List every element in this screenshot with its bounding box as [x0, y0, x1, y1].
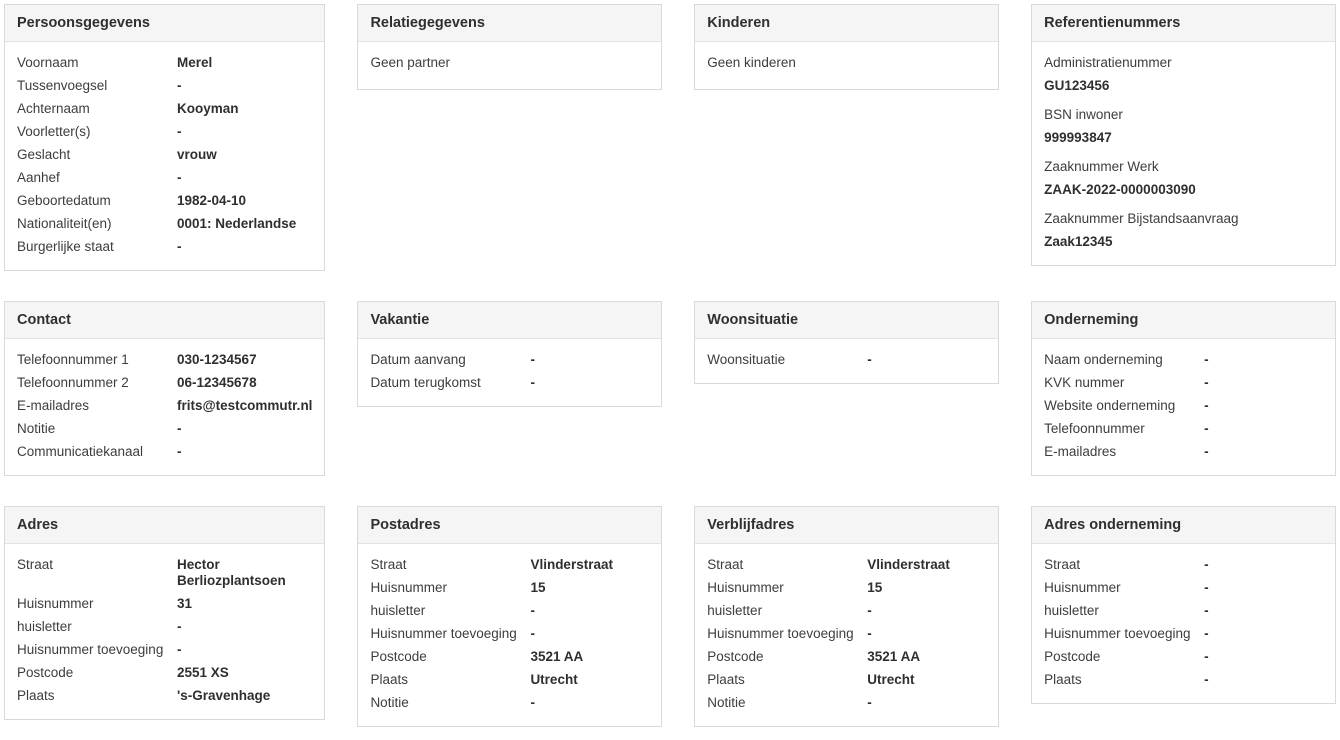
field-label: Plaats: [17, 687, 55, 703]
field-row: [17, 212, 312, 235]
field-row: [707, 576, 986, 599]
field-value: 06-12345678: [177, 374, 257, 390]
card-referentienummers: [1031, 4, 1336, 266]
field-value: ZAAK-2022-0000003090: [1044, 181, 1196, 197]
field-row: [370, 668, 649, 691]
field-row: [17, 143, 312, 166]
field-row: [17, 417, 312, 440]
field-label: E-mailadres: [17, 397, 90, 413]
card-body: [5, 42, 324, 270]
field-label: Woonsituatie: [707, 351, 786, 367]
field-value: Zaak12345: [1044, 233, 1113, 249]
field-label: Notitie: [370, 694, 409, 710]
field-row: [17, 120, 312, 143]
field-label: Zaaknummer Werk: [1044, 158, 1159, 174]
field-label: Straat: [1044, 556, 1081, 572]
field-label: Plaats: [707, 671, 745, 687]
field-label: Postcode: [1044, 648, 1101, 664]
field-row: [707, 553, 986, 576]
field-row: [707, 645, 986, 668]
card-body: [1032, 339, 1335, 475]
field-value: 15: [530, 579, 546, 595]
field-label: BSN inwoner: [1044, 106, 1123, 122]
field-value: 31: [177, 595, 193, 611]
field-group: [1044, 103, 1323, 149]
field-value: -: [530, 694, 535, 710]
field-value: -: [530, 602, 535, 618]
field-label: Telefoonnummer: [1044, 420, 1145, 436]
field-label: huisletter: [17, 618, 72, 634]
field-value: frits@testcommutr.nl: [177, 397, 313, 413]
field-label: Tussenvoegsel: [17, 77, 108, 93]
field-label: Notitie: [17, 420, 56, 436]
field-row: [1044, 645, 1323, 668]
field-value: Hector Berliozplantsoen: [177, 556, 286, 588]
card-body: [695, 42, 998, 89]
field-row: [1044, 553, 1323, 576]
field-value: -: [867, 602, 872, 618]
empty-state-text: Geen partner: [370, 55, 450, 70]
field-row: [707, 348, 986, 371]
field-value: -: [177, 169, 182, 185]
field-value: -: [1204, 579, 1209, 595]
field-value: Vlinderstraat: [530, 556, 613, 572]
card-vakantie: [357, 301, 662, 407]
field-row: [17, 592, 312, 615]
card-title: Referentienummers: [1044, 15, 1181, 31]
field-label: E-mailadres: [1044, 443, 1117, 459]
field-label: Website onderneming: [1044, 397, 1176, 413]
field-label: Geboortedatum: [17, 192, 111, 208]
card-title: Postadres: [370, 517, 441, 533]
field-row: [17, 615, 312, 638]
card-header: [5, 507, 324, 544]
card-title: Verblijfadres: [707, 517, 795, 533]
field-value: vrouw: [177, 146, 217, 162]
card-header: [358, 302, 661, 339]
field-value: 030-1234567: [177, 351, 257, 367]
field-value: GU123456: [1044, 77, 1110, 93]
field-value: -: [177, 641, 182, 657]
card-title: Persoonsgegevens: [17, 15, 150, 31]
field-group: [1044, 51, 1323, 97]
field-value: -: [177, 77, 182, 93]
field-row: [707, 599, 986, 622]
card-title: Adres: [17, 517, 59, 533]
field-label: Burgerlijke staat: [17, 238, 114, 254]
field-value: -: [867, 694, 872, 710]
field-value: -: [530, 374, 535, 390]
card-header: [1032, 302, 1335, 339]
card-persoonsgegevens: [4, 4, 325, 271]
card-relatiegegevens: [357, 4, 662, 90]
card-body: [5, 544, 324, 719]
card-header: [358, 507, 661, 544]
field-row: [707, 622, 986, 645]
card-title: Relatiegegevens: [370, 15, 485, 31]
field-label: Straat: [17, 556, 54, 572]
field-value: -: [530, 625, 535, 641]
field-value: -: [530, 351, 535, 367]
field-row: [17, 440, 312, 463]
field-row: [17, 348, 312, 371]
card-body: [358, 339, 661, 406]
field-row: [1044, 348, 1323, 371]
field-row: [370, 645, 649, 668]
field-row: [370, 576, 649, 599]
field-value: 3521 AA: [530, 648, 584, 664]
field-value: -: [1204, 397, 1209, 413]
field-label: Huisnummer: [707, 579, 784, 595]
field-label: huisletter: [370, 602, 426, 618]
field-row: [17, 166, 312, 189]
field-value: -: [1204, 351, 1209, 367]
card-header: [695, 302, 998, 339]
card-kinderen: [694, 4, 999, 90]
field-value: Merel: [177, 54, 213, 70]
field-label: Telefoonnummer 1: [17, 351, 129, 367]
card-adres: [4, 506, 325, 720]
field-row: [17, 74, 312, 97]
card-header: [695, 5, 998, 42]
field-value: 1982-04-10: [177, 192, 247, 208]
card-body: [695, 339, 998, 383]
field-row: [17, 371, 312, 394]
card-title: Woonsituatie: [707, 312, 799, 328]
field-row: [370, 599, 649, 622]
card-adres-onderneming: [1031, 506, 1336, 704]
field-row: [17, 661, 312, 684]
card-verblijfadres: [694, 506, 999, 727]
card-title: Contact: [17, 312, 71, 328]
empty-state-text: Geen kinderen: [707, 55, 796, 70]
field-row: [17, 394, 312, 417]
field-value: 15: [867, 579, 883, 595]
card-body: [5, 339, 324, 475]
card-postadres: [357, 506, 662, 727]
field-label: Geslacht: [17, 146, 71, 162]
field-value: 3521 AA: [867, 648, 921, 664]
field-value: 0001: Nederlandse: [177, 215, 297, 231]
card-title: Kinderen: [707, 15, 771, 31]
field-row: [17, 51, 312, 74]
card-header: [1032, 5, 1335, 42]
field-row: [370, 622, 649, 645]
field-value: 999993847: [1044, 129, 1112, 145]
field-row: [1044, 417, 1323, 440]
field-value: -: [177, 618, 182, 634]
field-row: [370, 348, 649, 371]
field-value: -: [1204, 648, 1209, 664]
field-row: [17, 638, 312, 661]
field-group: [1044, 207, 1323, 253]
field-label: Aanhef: [17, 169, 60, 185]
field-value: -: [1204, 671, 1209, 687]
field-row: [1044, 599, 1323, 622]
card-contact: [4, 301, 325, 476]
field-label: Huisnummer toevoeging: [17, 641, 164, 657]
cards-grid: [4, 4, 1336, 727]
field-value: -: [177, 420, 182, 436]
card-title: Onderneming: [1044, 312, 1139, 328]
field-label: Postcode: [370, 648, 427, 664]
field-label: Zaaknummer Bijstandsaanvraag: [1044, 210, 1239, 226]
field-label: Huisnummer: [1044, 579, 1121, 595]
field-label: huisletter: [707, 602, 763, 618]
field-label: Huisnummer: [370, 579, 447, 595]
field-label: Straat: [370, 556, 407, 572]
field-row: [17, 553, 312, 592]
card-body: [1032, 544, 1335, 703]
card-header: [695, 507, 998, 544]
field-value: -: [1204, 374, 1209, 390]
field-label: Datum aanvang: [370, 351, 466, 367]
field-row: [370, 371, 649, 394]
field-label: Huisnummer toevoeging: [707, 625, 854, 641]
field-label: Nationaliteit(en): [17, 215, 112, 231]
field-value: -: [1204, 556, 1209, 572]
field-row: [17, 189, 312, 212]
card-header: [358, 5, 661, 42]
card-header: [1032, 507, 1335, 544]
field-label: huisletter: [1044, 602, 1099, 618]
field-label: Datum terugkomst: [370, 374, 481, 390]
field-label: Notitie: [707, 694, 746, 710]
card-title: Adres onderneming: [1044, 517, 1182, 533]
card-body: [358, 42, 661, 89]
field-label: Huisnummer: [17, 595, 94, 611]
field-row: [1044, 622, 1323, 645]
field-row: [1044, 440, 1323, 463]
field-label: Plaats: [370, 671, 408, 687]
field-row: [370, 691, 649, 714]
field-label: Postcode: [17, 664, 74, 680]
field-label: Voornaam: [17, 54, 79, 70]
field-label: Straat: [707, 556, 744, 572]
field-row: [707, 691, 986, 714]
field-label: Postcode: [707, 648, 764, 664]
field-label: Plaats: [1044, 671, 1082, 687]
field-value: -: [177, 123, 182, 139]
field-row: [1044, 668, 1323, 691]
field-label: Achternaam: [17, 100, 90, 116]
field-label: Huisnummer toevoeging: [370, 625, 517, 641]
field-label: KVK nummer: [1044, 374, 1125, 390]
field-row: [1044, 371, 1323, 394]
field-label: Voorletter(s): [17, 123, 91, 139]
card-woonsituatie: [694, 301, 999, 384]
field-value: 's-Gravenhage: [177, 687, 271, 703]
field-value: 2551 XS: [177, 664, 229, 680]
field-value: Utrecht: [867, 671, 915, 687]
card-body: [695, 544, 998, 726]
card-header: [5, 302, 324, 339]
field-value: Kooyman: [177, 100, 239, 116]
field-value: -: [867, 625, 872, 641]
field-value: -: [1204, 443, 1209, 459]
field-row: [17, 97, 312, 120]
field-value: -: [1204, 420, 1209, 436]
field-group: [1044, 155, 1323, 201]
card-body: [358, 544, 661, 726]
field-row: [1044, 394, 1323, 417]
field-value: -: [1204, 625, 1209, 641]
field-row: [370, 553, 649, 576]
field-label: Naam onderneming: [1044, 351, 1163, 367]
field-value: -: [867, 351, 872, 367]
card-title: Vakantie: [370, 312, 430, 328]
field-label: Administratienummer: [1044, 54, 1172, 70]
field-value: Utrecht: [530, 671, 578, 687]
field-row: [17, 684, 312, 707]
field-label: Huisnummer toevoeging: [1044, 625, 1191, 641]
field-value: -: [1204, 602, 1209, 618]
field-value: -: [177, 443, 182, 459]
field-row: [707, 668, 986, 691]
card-body: [1032, 42, 1335, 265]
field-label: Telefoonnummer 2: [17, 374, 129, 390]
field-row: [17, 235, 312, 258]
field-value: Vlinderstraat: [867, 556, 950, 572]
field-value: -: [177, 238, 182, 254]
card-header: [5, 5, 324, 42]
card-onderneming: [1031, 301, 1336, 476]
field-label: Communicatiekanaal: [17, 443, 144, 459]
field-row: [1044, 576, 1323, 599]
